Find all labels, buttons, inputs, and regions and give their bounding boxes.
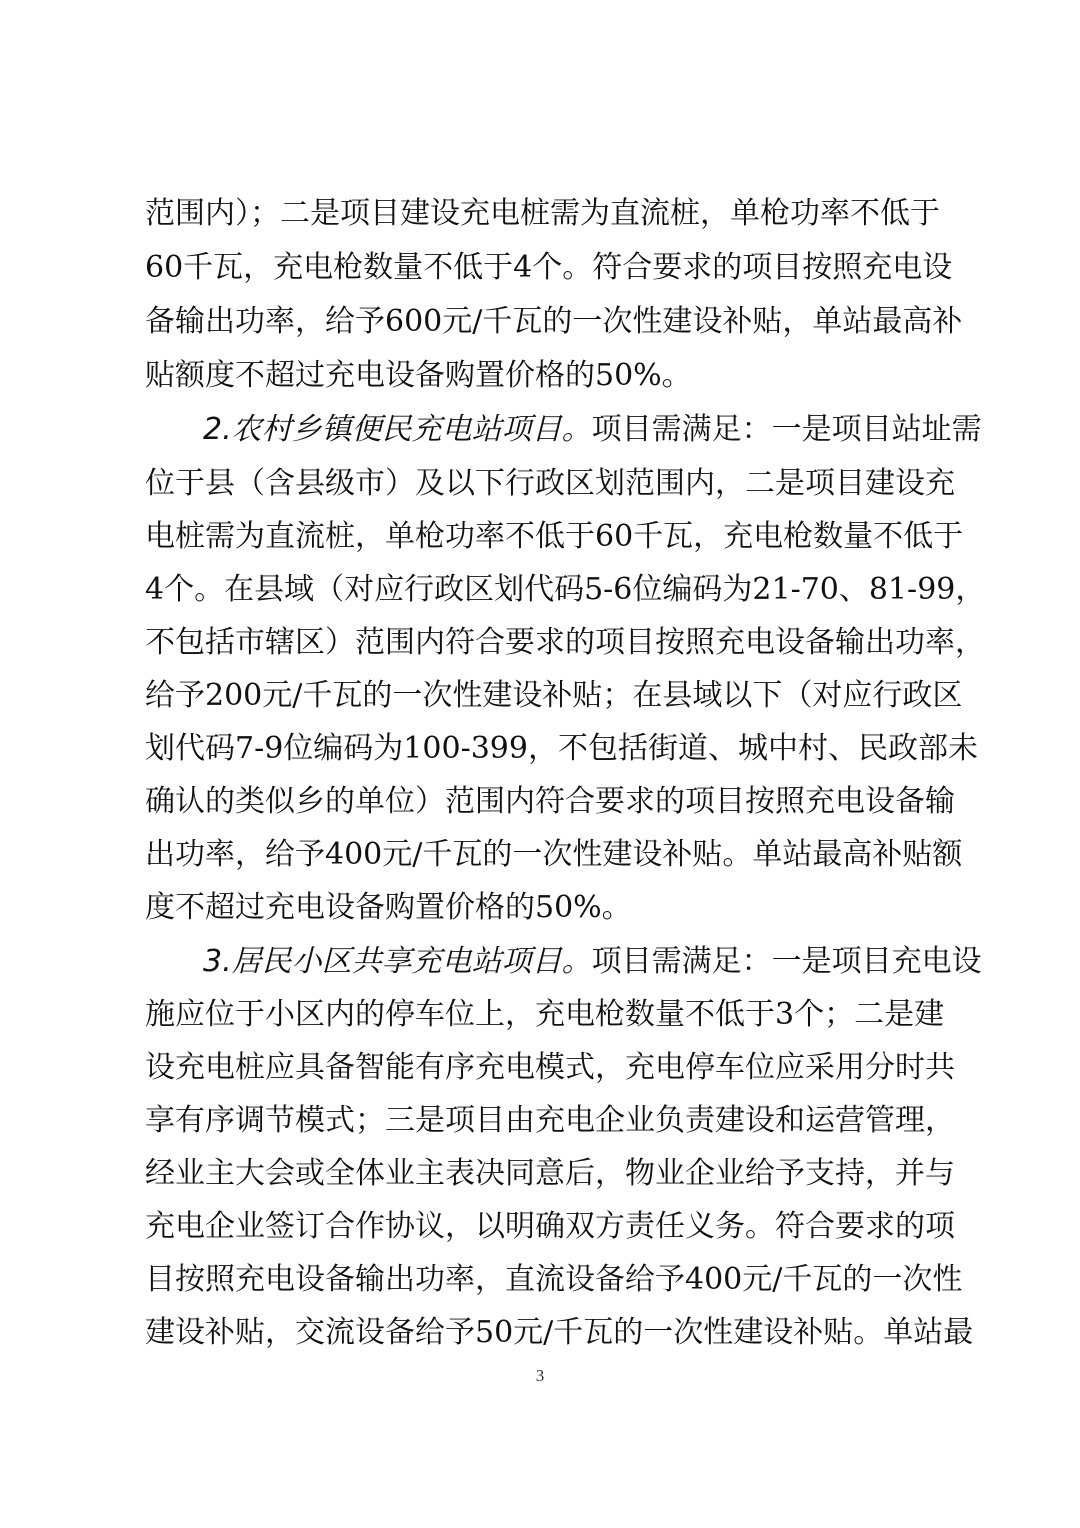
text-line: 度不超过充电设备购置价格的50%。	[145, 890, 632, 925]
section-3-heading: 3.居民小区共享充电站项目。	[203, 944, 592, 979]
text-line: 给予200元/千瓦的一次性建设补贴；在县域以下（对应行政区	[145, 678, 963, 713]
text-line: 贴额度不超过充电设备购置价格的50%。	[145, 358, 692, 393]
text-line: 60千瓦，充电枪数量不低于4个。符合要求的项目按照充电设	[145, 250, 953, 285]
text-line: 建设补贴，交流设备给予50元/千瓦的一次性建设补贴。单站最	[145, 1315, 974, 1350]
section-2-first-line-text: 项目需满足：一是项目站址需	[591, 412, 982, 447]
text-line: 目按照充电设备输出功率，直流设备给予400元/千瓦的一次性	[145, 1262, 963, 1297]
text-line: 4个。在县域（对应行政区划代码5-6位编码为21-70、81-99，	[145, 572, 986, 607]
text-line: 出功率，给予400元/千瓦的一次性建设补贴。单站最高补贴额	[145, 837, 963, 872]
text-line: 充电企业签订合作协议，以明确双方责任义务。符合要求的项	[145, 1209, 955, 1244]
section-2-heading: 2.农村乡镇便民充电站项目。	[203, 412, 592, 447]
text-line: 电桩需为直流桩，单枪功率不低于60千瓦，充电枪数量不低于	[145, 519, 964, 554]
text-line: 确认的类似乡的单位）范围内符合要求的项目按照充电设备输	[145, 784, 955, 819]
text-line: 位于县（含县级市）及以下行政区划范围内，二是项目建设充	[145, 466, 955, 501]
section-2-first-line	[203, 412, 982, 448]
text-line: 享有序调节模式；三是项目由充电企业负责建设和运营管理，	[145, 1103, 955, 1138]
section-3-first-line	[203, 944, 982, 980]
text-line: 设充电桩应具备智能有序充电模式，充电停车位应采用分时共	[145, 1050, 955, 1085]
page-number: 3	[535, 1366, 545, 1385]
text-line: 范围内）；二是项目建设充电桩需为直流桩，单枪功率不低于	[145, 196, 940, 231]
text-line: 施应位于小区内的停车位上，充电枪数量不低于3个；二是建	[145, 997, 945, 1032]
text-line: 经业主大会或全体业主表决同意后，物业企业给予支持，并与	[145, 1156, 955, 1191]
text-line: 备输出功率，给予600元/千瓦的一次性建设补贴，单站最高补	[145, 304, 963, 339]
text-line: 划代码7-9位编码为100-399，不包括街道、城中村、民政部未	[145, 731, 978, 766]
text-line: 不包括市辖区）范围内符合要求的项目按照充电设备输出功率，	[145, 625, 985, 660]
section-3-first-line-text: 项目需满足：一是项目充电设	[591, 944, 982, 979]
